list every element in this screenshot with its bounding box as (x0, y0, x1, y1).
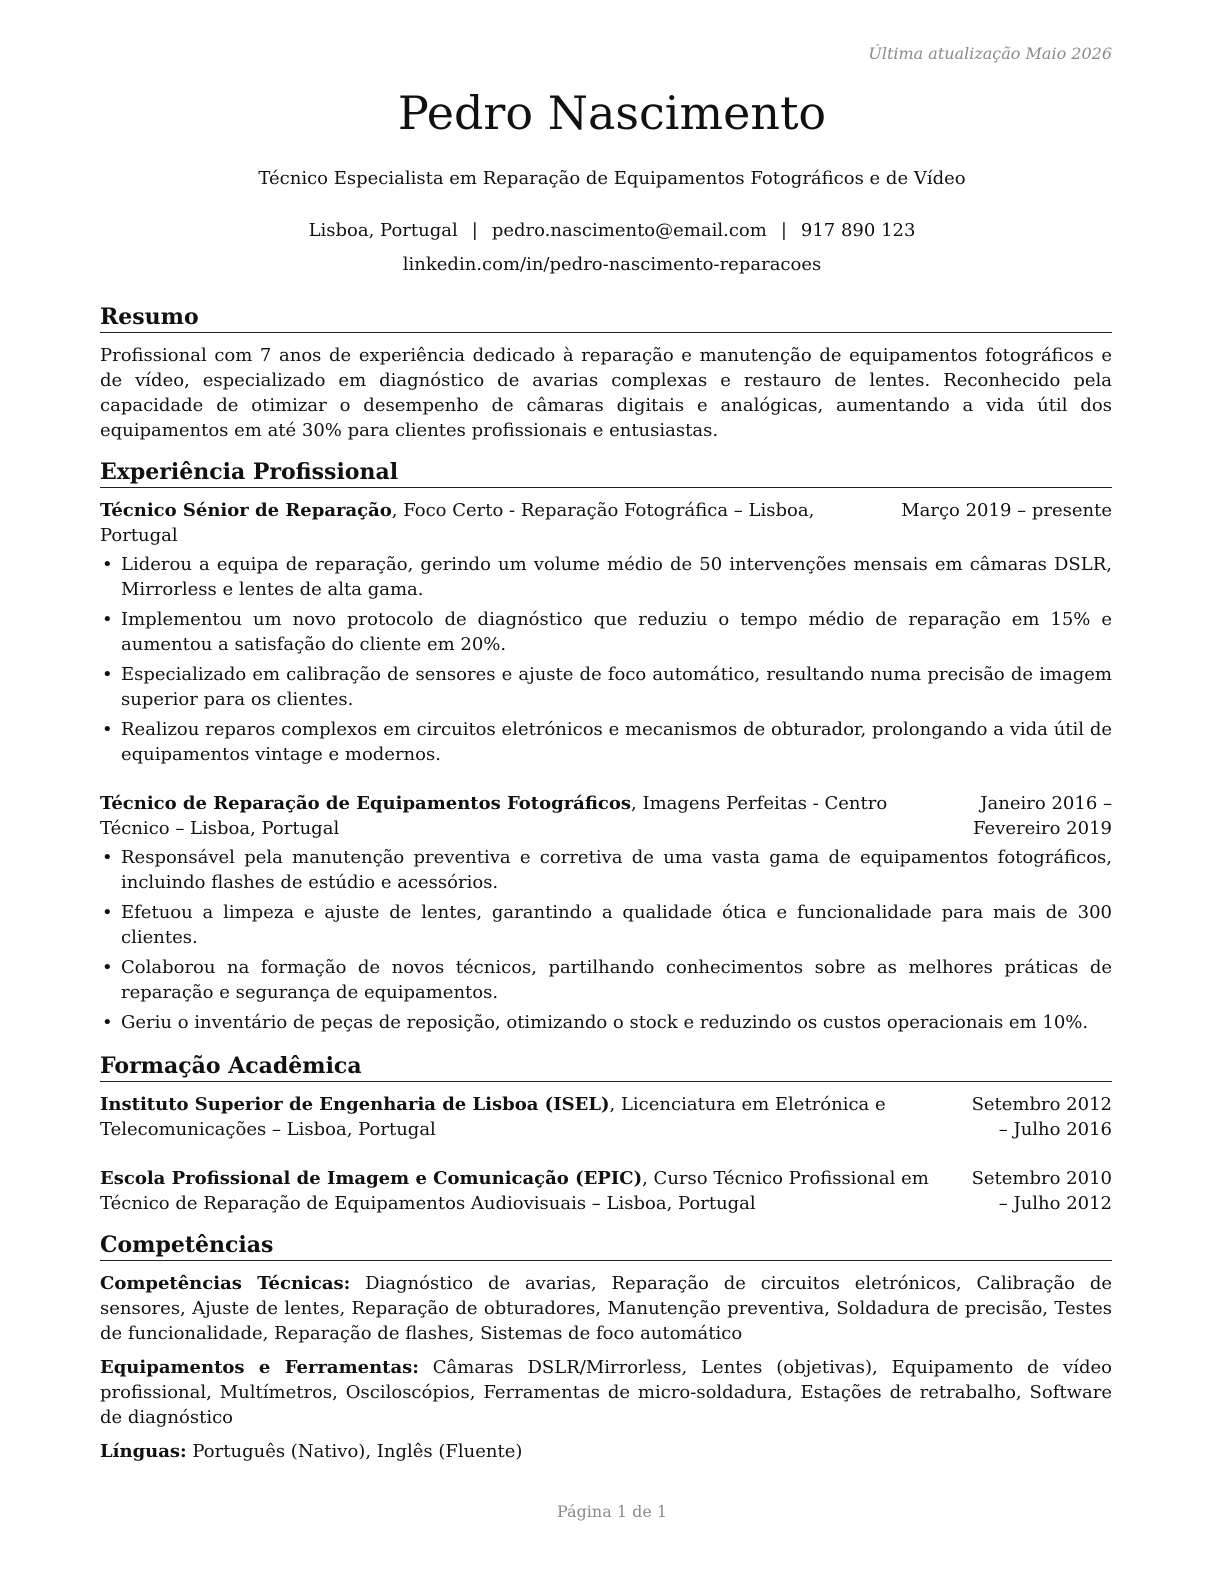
skills-section (100, 1232, 1112, 1464)
page-number: Página 1 de 1 (556, 1502, 668, 1521)
phone: 917 890 123 (800, 220, 916, 241)
education-section (100, 1053, 1112, 1216)
bullet-item: • Responsável pela manutenção preventiva e corretiva de uma vasta gama de equipamentos fotográficos, incluindo flashes de estúdio e acessórios. (100, 845, 1112, 895)
education-title-line (100, 1092, 962, 1142)
job-dates: Março 2019 – presente (901, 500, 1112, 521)
job-dates: Janeiro 2016 – Fevereiro 2019 (973, 793, 1112, 839)
skill-group (100, 1271, 1112, 1346)
bullet-item: • Colaborou na formação de novos técnicos, partilhando conhecimentos sobre as melhores práticas de reparação e segurança de equipamentos. (100, 955, 1112, 1005)
job-header (100, 498, 1112, 548)
job-bullets (100, 552, 1112, 767)
degree: , Licenciatura em Eletrónica e Telecomunicações – Lisboa, Portugal (100, 1094, 886, 1140)
job-entry (100, 791, 1112, 1035)
job-bullets (100, 845, 1112, 1035)
job-title-line (100, 498, 881, 548)
bullet-item: • Especializado em calibração de sensores e ajuste de foco automático, resultando numa precisão de imagem superior para os clientes. (100, 662, 1112, 712)
skill-group (100, 1355, 1112, 1430)
education-title-line (100, 1166, 962, 1216)
skill-text: Diagnóstico de avarias, Reparação de circuitos eletrónicos, Calibração de sensores, Ajuste de lentes, Reparação de obturadores, Manutenção preventiva, Soldadura de precisão, Testes de funcionalidade, Reparação de flashes, Sistemas de foco automático (100, 1273, 1112, 1344)
education-dates: Setembro 2012 – Julho 2016 (971, 1094, 1112, 1140)
skill-label: Equipamentos e Ferramentas: (100, 1357, 419, 1378)
job-company: , Foco Certo - Reparação Fotográfica – Lisboa, Portugal (100, 500, 815, 546)
summary-text: Profissional com 7 anos de experiência dedicado à reparação e manutenção de equipamentos fotográficos e de vídeo, especializado em diagnóstico de avarias complexas e restauro de lentes. Reconhecido pela capacidade de otimizar o desempenho de câmaras digitais e analógicas, aumentando a vida útil dos equipamentos em até 30% para clientes profissionais e entusiastas. (100, 345, 1112, 441)
job-entry (100, 498, 1112, 767)
section-title-experience: Experiência Profissional (100, 459, 1112, 488)
skill-text: Câmaras DSLR/Mirrorless, Lentes (objetivas), Equipamento de vídeo profissional, Multímetros, Osciloscópios, Ferramentas de micro-soldadura, Estações de retrabalho, Software de diagnóstico (100, 1357, 1112, 1428)
separator: | (780, 220, 787, 241)
degree: , Curso Técnico Profissional em Técnico de Reparação de Equipamentos Audiovisuais – Lisboa, Portugal (100, 1168, 929, 1214)
skill-label: Competências Técnicas: (100, 1273, 351, 1294)
contact-line (0, 220, 1224, 241)
skill-label: Línguas: (100, 1441, 187, 1462)
school-name: Escola Profissional de Imagem e Comunicação (EPIC) (100, 1168, 643, 1189)
separator: | (471, 220, 478, 241)
school-name: Instituto Superior de Engenharia de Lisboa (ISEL) (100, 1094, 610, 1115)
bullet-item: • Efetuou a limpeza e ajuste de lentes, garantindo a qualidade ótica e funcionalidade para mais de 300 clientes. (100, 900, 1112, 950)
linkedin-link[interactable]: linkedin.com/in/pedro-nascimento-reparacoes (402, 254, 822, 275)
job-header (100, 791, 1112, 841)
person-name: Pedro Nascimento (397, 86, 827, 140)
education-dates: Setembro 2010 – Julho 2012 (971, 1168, 1112, 1214)
bullet-item: • Realizou reparos complexos em circuitos eletrónicos e mecanismos de obturador, prolongando a vida útil de equipamentos vintage e modernos. (100, 717, 1112, 767)
section-title-summary: Resumo (100, 304, 1112, 333)
summary-section (100, 304, 1112, 443)
email-link[interactable]: pedro.nascimento@email.com (491, 220, 767, 241)
bullet-item: • Implementou um novo protocolo de diagnóstico que reduziu o tempo médio de reparação em 15% e aumentou a satisfação do cliente em 20%. (100, 607, 1112, 657)
job-title-line (100, 791, 952, 841)
bullet-item: • Geriu o inventário de peças de reposição, otimizando o stock e reduzindo os custos operacionais em 10%. (100, 1010, 1112, 1035)
last-updated: Última atualização Maio 2026 (868, 44, 1112, 63)
job-company: , Imagens Perfeitas - Centro Técnico – Lisboa, Portugal (100, 793, 888, 839)
resume-content (100, 304, 1112, 1473)
experience-section (100, 459, 1112, 1035)
skill-group (100, 1439, 1112, 1464)
section-title-education: Formação Acadêmica (100, 1053, 1112, 1082)
bullet-item: • Liderou a equipa de reparação, gerindo um volume médio de 50 intervenções mensais em câmaras DSLR, Mirrorless e lentes de alta gama. (100, 552, 1112, 602)
job-role: Técnico de Reparação de Equipamentos Fotográficos (100, 793, 632, 814)
job-role: Técnico Sénior de Reparação (100, 500, 392, 521)
skill-text: Português (Nativo), Inglês (Fluente) (186, 1441, 523, 1462)
job-headline: Técnico Especialista em Reparação de Equipamentos Fotográficos e de Vídeo (258, 168, 966, 189)
location: Lisboa, Portugal (308, 220, 458, 241)
section-title-skills: Competências (100, 1232, 1112, 1261)
education-entry (100, 1166, 1112, 1216)
education-entry (100, 1092, 1112, 1142)
